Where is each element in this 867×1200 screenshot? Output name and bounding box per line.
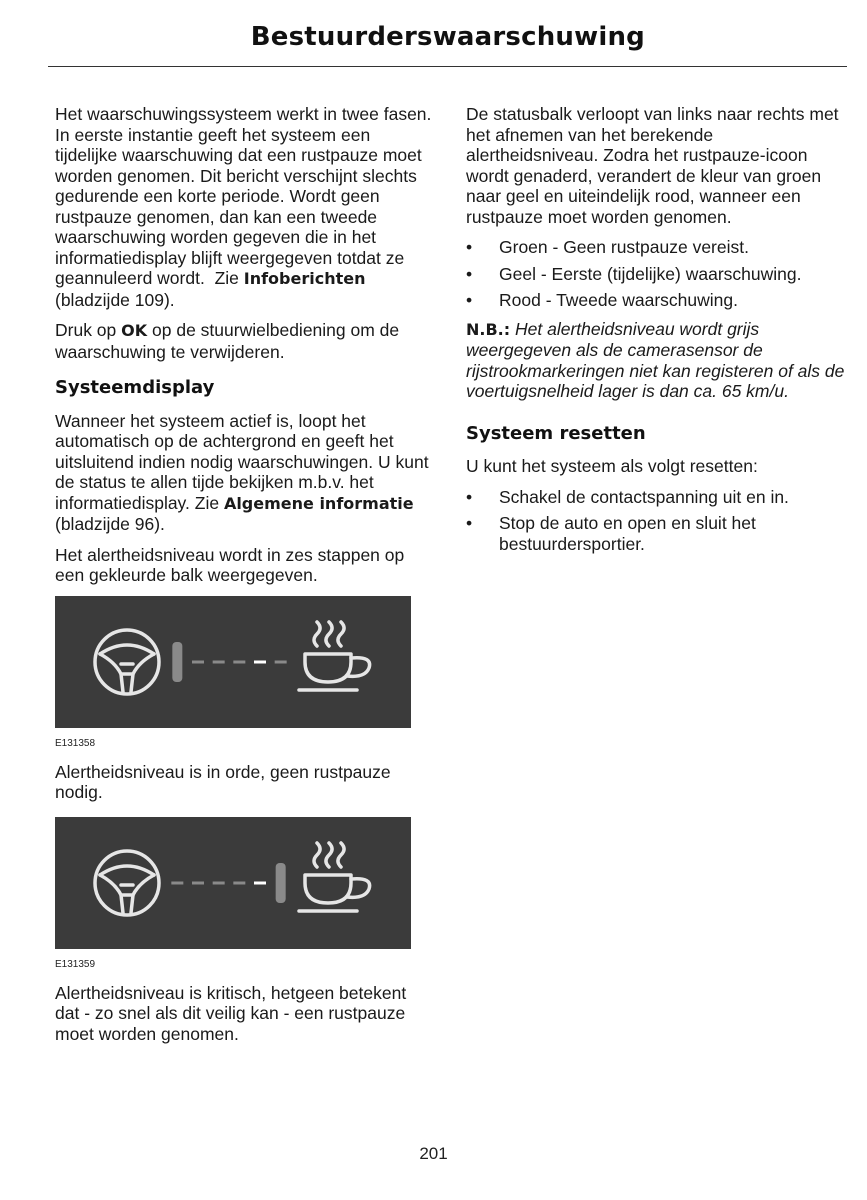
page-title: Bestuurderswaarschuwing bbox=[250, 22, 645, 52]
steps-paragraph: Het alertheidsniveau wordt in zes stappen op een gekleurde balk weergegeven. bbox=[55, 544, 405, 585]
reset-list bbox=[466, 487, 846, 555]
alertness-step bbox=[192, 881, 204, 884]
note-text: Het alertheidsniveau wordt grijs weergegeven als de camerasensor de rijstrookmarkeringen niet kan registeren of als de voertuigsnelheid lager is dan ca. 65 km/u. bbox=[466, 318, 845, 401]
bullet: • bbox=[466, 237, 473, 257]
page-reference: (bladzijde 96). bbox=[55, 514, 165, 534]
left-column bbox=[55, 104, 433, 1054]
right-column bbox=[466, 104, 846, 562]
list-item-text: Schakel de contactspanning uit en in. bbox=[499, 486, 789, 507]
note-paragraph bbox=[466, 319, 846, 402]
alertness-figure-critical bbox=[55, 817, 411, 949]
figure-code: E131359 bbox=[55, 958, 96, 970]
figure-caption: Alertheidsniveau is kritisch, hetgeen betekent dat - zo snel als dit veilig kan - een rustpauze moet worden genomen. bbox=[55, 982, 407, 1044]
list-item-text: Rood - Tweede waarschuwing. bbox=[499, 290, 738, 310]
alertness-step bbox=[192, 660, 204, 663]
alertness-step bbox=[275, 660, 287, 663]
list-item bbox=[466, 487, 846, 508]
display-text: Wanneer het systeem actief is, loopt het automatisch op de achtergrond en geeft het uitsluitend indien nodig waarschuwingen. U kunt de status te allen tijde bekijken m.b.v. het informatiedisplay. bbox=[55, 410, 429, 513]
list-item-text: Geel - Eerste (tijdelijke) waarschuwing. bbox=[499, 263, 802, 284]
heading-systeem-resetten: Systeem resetten bbox=[466, 422, 646, 444]
figure-code: E131358 bbox=[55, 737, 96, 749]
note-label: N.B.: bbox=[466, 319, 511, 339]
display-paragraph bbox=[55, 411, 433, 535]
reset-paragraph: U kunt het systeem als volgt resetten: bbox=[466, 456, 758, 476]
alertness-step bbox=[254, 881, 266, 884]
statusbar-paragraph: De statusbalk verloopt van links naar rechts met het afnemen van het berekende alertheidsniveau. Zodra het rustpauze-icoon wordt genaderd, verandert de kleur van groen naar geel en uiteindelijk rood, wanneer een rustpauze moet worden genomen. bbox=[466, 104, 839, 227]
list-item bbox=[466, 513, 846, 554]
ok-paragraph bbox=[55, 320, 433, 362]
alertness-level-marker bbox=[276, 863, 286, 903]
coffee-cup-icon bbox=[299, 843, 370, 911]
algemene-informatie-link[interactable]: Algemene informatie bbox=[223, 493, 414, 513]
alertness-display-ok bbox=[55, 596, 411, 728]
intro-paragraph bbox=[55, 104, 433, 310]
list-item-text: Groen - Geen rustpauze vereist. bbox=[499, 237, 749, 257]
alertness-step bbox=[213, 881, 225, 884]
alertness-step bbox=[213, 660, 225, 663]
alertness-step bbox=[171, 881, 183, 884]
bullet: • bbox=[466, 486, 473, 507]
page-reference: (bladzijde 109). bbox=[55, 289, 175, 310]
bullet: • bbox=[466, 263, 473, 284]
color-list bbox=[466, 237, 846, 311]
ok-label: OK bbox=[121, 321, 148, 340]
list-item bbox=[466, 237, 846, 258]
coffee-cup-icon bbox=[299, 622, 370, 690]
see-text: Zie bbox=[194, 492, 220, 513]
see-text: Zie bbox=[214, 268, 239, 288]
figure-caption: Alertheidsniveau is in orde, geen rustpauze nodig. bbox=[55, 761, 391, 802]
intro-text: Het waarschuwingssysteem werkt in twee fasen. In eerste instantie geeft het systeem een tijdelijke waarschuwing dat een rustpauze moet worden genomen. Dit bericht verschijnt slechts gedurende een korte periode. Wordt geen rustpauze genomen, dan kan een tweede waarschuwing worden gegeven die in het informatiedisplay blijft weergegeven totdat ze geannuleerd wordt. bbox=[55, 104, 432, 288]
alertness-step bbox=[233, 660, 245, 663]
heading-systeemdisplay: Systeemdisplay bbox=[55, 377, 215, 398]
alertness-level-marker bbox=[172, 642, 182, 682]
ok-pre-text: Druk op bbox=[55, 320, 117, 340]
ok-post-text: op de stuurwielbediening om de waarschuwing te verwijderen. bbox=[55, 320, 400, 362]
bullet: • bbox=[466, 290, 473, 310]
alertness-figure-ok bbox=[55, 596, 411, 728]
title-divider bbox=[48, 66, 847, 67]
alertness-step bbox=[254, 660, 266, 663]
list-item-text: Stop de auto en open en sluit het bestuurdersportier. bbox=[499, 513, 756, 554]
list-item bbox=[466, 290, 846, 311]
alertness-display-critical bbox=[55, 817, 411, 949]
bullet: • bbox=[466, 513, 473, 533]
alertness-step bbox=[233, 881, 245, 884]
steering-wheel-icon bbox=[95, 851, 159, 915]
page-number: 201 bbox=[419, 1144, 448, 1163]
steering-wheel-icon bbox=[95, 630, 159, 694]
list-item bbox=[466, 264, 846, 285]
infoberichten-link[interactable]: Infoberichten bbox=[243, 269, 366, 288]
